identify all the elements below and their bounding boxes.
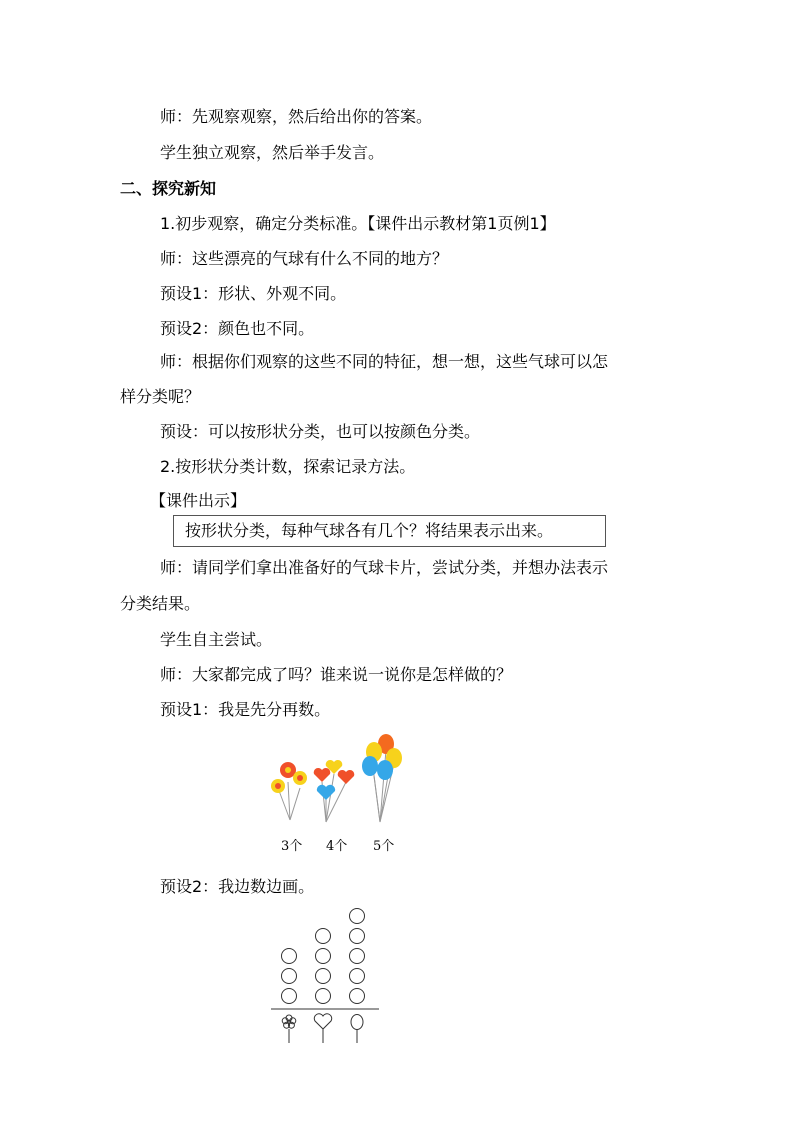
tally-figure (265, 905, 385, 1045)
courseware-box (173, 515, 606, 547)
tally-circle (282, 989, 297, 1004)
paragraph: 师：这些漂亮的气球有什么不同的地方？ (160, 249, 449, 268)
paragraph: 1.初步观察，确定分类标准。【课件出示教材第1页例1】 (160, 214, 556, 233)
paragraph: 2.按形状分类计数，探索记录方法。 (160, 457, 416, 476)
paragraph: 师：大家都完成了吗？谁来说一说你是怎样做的？ (160, 665, 513, 684)
flower-balloon (271, 762, 307, 793)
tally-circle (350, 929, 365, 944)
tally-circle (350, 949, 365, 964)
tally-circle (350, 969, 365, 984)
section-heading: 二、探究新知 (120, 179, 217, 198)
paragraph: 师：先观察观察，然后给出你的答案。 (160, 107, 433, 126)
balloon-icon (351, 1015, 363, 1044)
paragraph: 预设：可以按形状分类，也可以按颜色分类。 (160, 422, 481, 441)
heart-balloon (314, 760, 355, 800)
paragraph: 【课件出示】 (150, 491, 247, 510)
paragraph: 样分类呢？ (120, 387, 201, 406)
flower-icon (282, 1015, 296, 1043)
balloon-figure (260, 730, 410, 830)
count-caption-flower: 3个 (281, 839, 303, 854)
tally-circle (282, 949, 297, 964)
paragraph: 预设1：我是先分再数。 (160, 700, 331, 719)
paragraph: 分类结果。 (120, 594, 201, 613)
tally-circle (316, 989, 331, 1004)
tally-circle (316, 969, 331, 984)
round-balloon (362, 734, 402, 780)
paragraph: 预设2：我边数边画。 (160, 877, 315, 896)
paragraph: 预设1：形状、外观不同。 (160, 284, 347, 303)
paragraph: 预设2：颜色也不同。 (160, 319, 315, 338)
tally-circle (350, 909, 365, 924)
paragraph: 师：请同学们拿出准备好的气球卡片，尝试分类，并想办法表示 (160, 558, 609, 577)
tally-circle (316, 949, 331, 964)
paragraph: 师：根据你们观察的这些不同的特征，想一想，这些气球可以怎 (160, 352, 609, 371)
courseware-text: 按形状分类，每种气球各有几个？将结果表示出来。 (185, 521, 554, 540)
paragraph: 学生独立观察，然后举手发言。 (160, 143, 385, 162)
tally-circle (282, 969, 297, 984)
heart-icon (314, 1014, 331, 1043)
paragraph: 学生自主尝试。 (160, 630, 273, 649)
count-caption-round: 5个 (373, 839, 395, 854)
count-caption-heart: 4个 (326, 839, 348, 854)
tally-circle (316, 929, 331, 944)
tally-circle (350, 989, 365, 1004)
